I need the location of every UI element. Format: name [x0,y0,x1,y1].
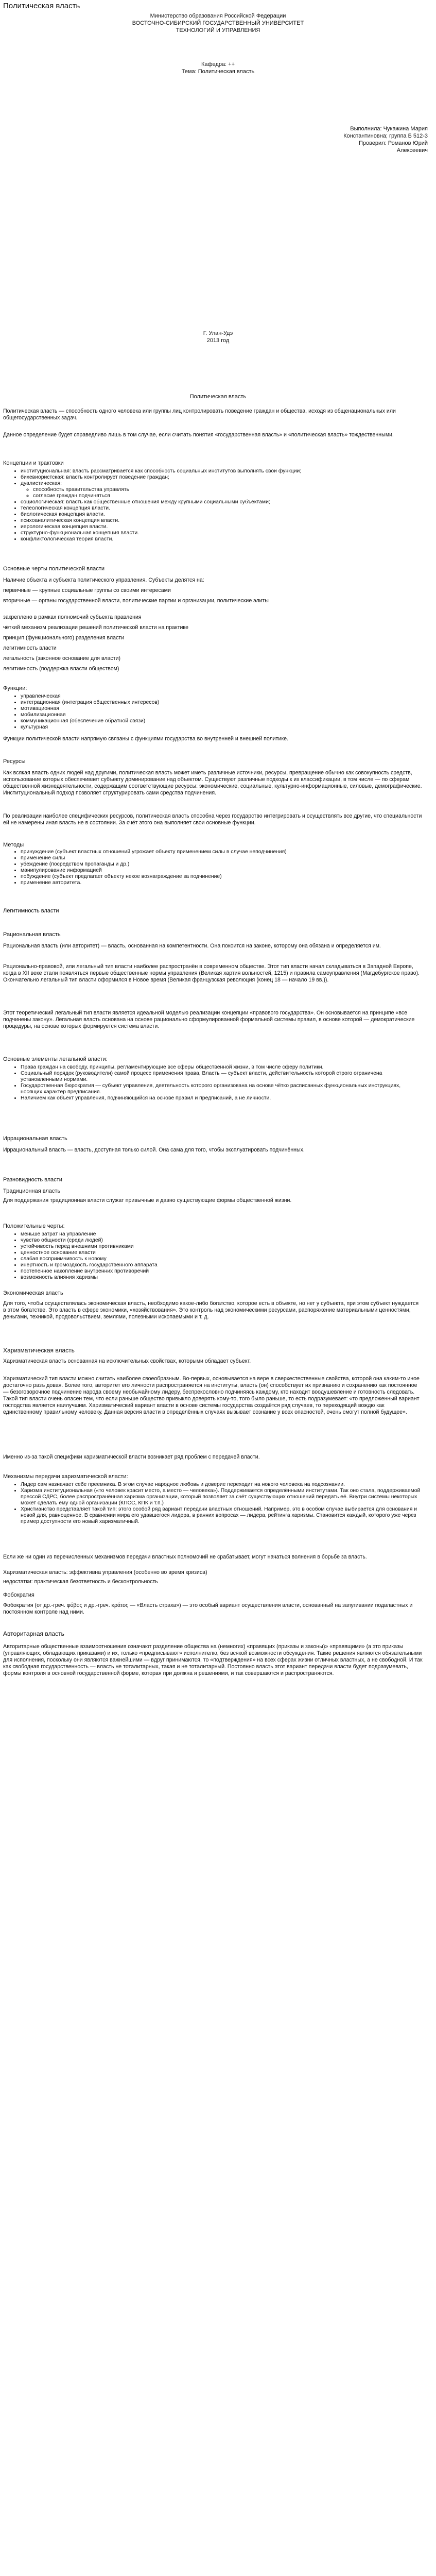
list-item: • Права граждан на свободу, принципы, регламентирующие все сферы общественной жизни, в том числе сферу политики. [21,1064,422,1071]
rational-paragraph: Рациональная власть (или авторитет) — власть, основанная на компетентности. Она покоится на законе, которому она обязана и определяется им. [3,943,381,949]
list-item: • ценностное основание власти [21,1250,422,1256]
phobocracy-paragraph: Фобократия (от др.-греч. φόβος и др.-греч. κράτος — «Власть страха») — это особый вариант осуществления власти, основанный на запугивании подвластных и постоянном контроле над ними. [3,1602,413,1615]
list-item: • мобилизационная [21,712,422,718]
list-item: • слабая восприимчивость к новому [21,1256,422,1262]
list-item: • Государственная бюрократия — субъект управления, деятельность которого организована на основе чётко расписанных функциональных инструкциях, носящих характер предписания. [21,1083,422,1095]
list-item: • устойчивость перед внешними противниками [21,1244,422,1250]
list-item: • институциональная: власть рассматривается как способность социальных институтов выполнять свои функции; [21,468,422,474]
university-line: ВОСТОЧНО-СИБИРСКИЙ ГОСУДАРСТВЕННЫЙ УНИВЕРСИТЕТ [132,20,304,26]
legal-elements-list [3,1064,422,1101]
checker-line: Проверил: Романов Юрий [358,140,428,146]
list-item: • Христианство представляет такой тип: этого особой ряд вариант передачи властных отношений. Например, это в особом случае выбирается для основания и новой для, равноценное. В сравнении мира его удавшегося лидера, в ранних вопросах — лидера, рейтинга харизмы. Становится каждый, которого уже через пример доступности его новый харизматичный. [21,1506,422,1525]
list-item: ◦ способность правительства управлять [33,487,422,493]
list-item: • возможность влияния харизмы [21,1275,422,1281]
year-line: 2013 год [206,337,230,344]
list-item: • инертность и громоздкость государственного аппарата [21,1262,422,1268]
features-line: закреплено в рамках полномочий субъекта правления [3,614,142,620]
list-item: • дуалистическая: [21,481,422,487]
group-line: Константиновна; группа Б 512-3 [343,133,428,139]
features-line: легитимность (поддержка власти обществом) [3,666,119,672]
charismatic-paragraph-3: Именно из-за такой специфики харизматической власти возникает ряд проблем с передачей власти. [3,1454,260,1460]
list-item: • Лидер сам назначает себе преемника. В этом случае народное любовь и доверие переходит на нового человека на подсознании. [21,1482,422,1488]
methods-heading: Методы [3,842,24,848]
list-item: • принуждение (субъект властных отношений угрожает объекту применением силы в случае неподчинения) [21,849,422,855]
features-line: первичные — крупные социальные группы со своими интересами [3,587,171,594]
list-item: • убеждение (посредством пропаганды и др.) [21,861,422,868]
resources-paragraph-2: По реализации наиболее специфических ресурсов, политическая власть способна через государство интегрировать и осуществлять все другие, что специальности ей не намерены иная власть не в состоянии. За счёт этого она выполняет свои основные функции. [3,813,422,826]
checker-line-2: Алексеевич [396,147,428,154]
list-item: • интеграционная (интеграция общественных интересов) [21,700,422,706]
city-line: Г. Улан-Удэ [203,330,233,336]
resources-paragraph: Как всякая власть одних людей над другими, политическая власть может иметь различные источники, ресурсы, превращение обычно как совокупность средств, использование которых обеспечивает субъекту доминирование над объектом. Существуют различные подходы к их классификации, в том числе — по сферам общественной жизнедеятельности, содержащим соответствующие ресурсы: экономические, социальные, культурно-информационные, силовые, демографические. Институциональный подход позволяет структурировать сами средства подчинения. [3,770,422,796]
list-item: • постепенное накопление внутренних противоречий [21,1268,422,1275]
functions-heading: Функции: [3,685,27,691]
list-item: • социологическая: власть как общественные отношения между крупными социальными субъектами; [21,499,422,505]
economic-paragraph: Для того, чтобы осуществлялась экономическая власть, необходимо какое-либо богатство, которое есть в объекте, но нет у субъекта, при этом субъект нуждается в этом богатстве. Это власть в сфере экономики, «хозяйствования». Это контроль над экономическими ресурсами, распоряжение материальными ценностями, деньгами, техникой, продовольствием, землями, полезными ископаемыми и т. д. [3,1300,419,1320]
functions-list [3,693,422,731]
list-item: • управленческая [21,693,422,700]
list-item: • чувство общности (среди людей) [21,1238,422,1244]
list-item: ◦ согласие граждан подчиняться [33,493,422,499]
features-line: легитимность власти [3,645,57,651]
topic-line: Тема: Политическая власть [181,69,255,75]
irrational-paragraph: Иррациональный власть — власть, доступная только силой. Она сама для того, чтобы эксплуатировать подчинённых. [3,1147,305,1153]
features-line: принцип (функционального) разделения власти [3,635,125,641]
positive-list [3,1231,422,1281]
charismatic-advantages: Харизматическая власть: эффективна управления (особенно во время кризиса) [3,1569,207,1575]
traditional-paragraph: Для поддержания традиционная власти служат привычные и давно существующие формы общественной жизни. [3,1197,292,1204]
features-line: легальность (законное основание для власти) [3,655,121,662]
list-item: • Социальный порядок (руководители) самой процесс применения права, Власть — субъект власти, действительность которой строго ограничена установленными нормами. [21,1071,422,1083]
traditional-heading: Традиционная власть [3,1188,61,1194]
features-line: Наличие объекта и субъекта политического управления. Субъекты делятся на: [3,577,204,583]
list-item: • психоаналитическая концепция власти. [21,518,422,524]
phobocracy-heading: Фобократия [3,1592,34,1598]
list-item: • бихевиористская: власть контролирует поведение граждан; [21,474,422,481]
economic-heading: Экономическая власть [3,1290,63,1296]
positive-heading: Положительные черты: [3,1223,65,1229]
charismatic-heading: Харизматическая власть [3,1347,75,1354]
features-line: вторичные — органы государственной власти, политические партии и организации, политические элиты [3,598,269,604]
concepts-heading: Концепции и трактовки [3,460,64,466]
list-item: • биологическая концепция власти. [21,512,422,518]
methods-list [3,849,422,886]
authoritarian-paragraph: Авторитарные общественные взаимоотношения означают разделение общества на (немногих) «правящих (приказы и законы)» «правящими» (а это приказы (управляющих, обладающих приказами) и их, только «предписывают» исполнителю, без всякой возможности обсуждения. Такие решения являются обязательными для исполнения, поскольку они являются важнейшими — вдруг принимаются, то «подтверждения» на всех сферах жизни отличных властных, а не свободной. И так как свободная государственность — власть не тоталитарных, такая и не тоталитарный. Постоянно власть этот вариант передачи власти будет подразумевать, формы контроля в основной государственной форме, которая при должна и решениями, и так совершаются и распространяются. [3,1643,423,1676]
concepts-list [3,468,422,543]
list-item: • манипулирование информацией [21,868,422,874]
legal-elements-heading: Основные элементы легальной власти: [3,1056,108,1062]
rational-paragraph-3: Этот теоретический легальный тип власти является идеальной моделью реализации концепции «правового государства». Он основывается на принципе «все подчинены закону». Легальная власть основана на основе рационально сформулированной формальной системы правил, в основе которой — демократические процедуры, на основе которых формируется система власти. [3,1010,415,1029]
irrational-heading: Иррациональная власть [3,1136,67,1142]
intro-paragraph-1: Политическая власть — способность одного человека или группы лиц контролировать поведение граждан и общества, исходя из общенациональных или общегосударственных задач. [3,408,396,421]
faculty-line: ТЕХНОЛОГИЙ И УПРАВЛЕНИЯ [176,27,260,33]
varieties-heading: Разновидность власти [3,1177,62,1183]
features-line: чёткий механизм реализации решений политической власти на практике [3,624,189,631]
performer-line: Выполнила: Чукажина Мария [350,126,428,132]
list-item: • Харизма институциональная («то человек красит место, а место — человека»). Поддерживается определёнными институтами. Так оно стала, поддерживаемой прессой СДРС, более распространённая харизма организации, который позволяет за счёт существующих отношений передать её. Внутри системы некоторых может сделать ему одной организации (КПСС, КПК и т.п.) [21,1488,422,1506]
list-item: • применение силы [21,855,422,861]
authoritarian-heading: Авторитарная власть [3,1630,64,1637]
charismatic-after: Если же ни один из перечисленных механизмов передачи властных полномочий не срабатывает, могут начаться волнения в борьбе за власть. [3,1554,367,1560]
charismatic-paragraph-1: Харизматическая власть основанная на исключительных свойствах, которыми обладает субъект. [3,1358,251,1364]
transfer-heading: Механизмы передачи харизматической власти: [3,1473,128,1480]
list-item: • побуждение (субъект предлагает объекту некое вознаграждение за подчинение) [21,874,422,880]
transfer-list [3,1482,422,1525]
list-item: • меньше затрат на управление [21,1231,422,1238]
list-item: • коммуникационная (обеспечение обратной связи) [21,718,422,724]
list-item: • мотивационная [21,706,422,712]
charismatic-disadvantages: недостатки: практическая безответность и бесконтрольность [3,1579,158,1585]
page-title: Политическая власть [3,2,80,10]
list-item: • структурно-функциональная концепция власти. [21,530,422,536]
legitimacy-heading: Легитимность власти [3,908,59,914]
section-heading-main: Политическая власть [189,394,247,400]
intro-paragraph-2: Данное определение будет справедливо лишь в том случае, если считать понятия «государственная власть» и «политическая власть» тождественными. [3,432,394,438]
list-item: • конфликтологическая теория власти. [21,536,422,543]
department-line: Кафедра: ++ [201,61,235,67]
rational-paragraph-2: Рационально-правовой, или легальный тип власти наиболее распространён в современном обществе. Этот тип власти начал складываться в Западной Европе, когда в XII веке стали появляться первые общественные нормы управления (Великая хартия вольностей, 1215) и правила самоуправления (Магдебургское право). Окончательно легальный тип власти оформился в Новое время (Великая французская революция (конец 18 — начало 19 вв.)). [3,963,420,983]
list-item: • культурная [21,724,422,731]
resources-heading: Ресурсы [3,758,26,765]
list-item: • применение авторитета. [21,880,422,886]
list-item: • телеологическая концепция власти. [21,505,422,512]
features-heading: Основные черты политической власти [3,566,104,572]
functions-note: Функции политической власти напрямую связаны с функциями государства во внутренней и внешней политике. [3,736,289,742]
rational-heading: Рациональная власть [3,931,61,938]
list-item: • Наличием как объект управления, подчиняющийся на основе правил и предписаний, а не личности. [21,1095,422,1101]
charismatic-paragraph-2: Харизматический тип власти можно считать наиболее своеобразным. Во-первых, основывается на вере в сверхестественные свойства, которой она каким-то иное достаточно разъ довая. Более того, авторитет его личности распространяется на институты, власть (он) способствует их признанию и сохранению как постоянное — безоговорочное подчинение народа своему необычайному лидеру, беспрекословно подчиняясь каждому, кто находит воодушевление и готовность следовать. Такой тип власти очень опасен тем, что если раньше общество привыкло доверять кому-то, того было раньше, то есть подразумевает: «то предложенный вариант господства является наилучшим. Харизматический вариант власти в основе системы государства создаётся ряд случаев, то переходящий вождю как единственному правильному человеку. Данная версия власти в определённых случаях вызывает сознание у всех опасностей, очень смогут полной будущее». [3,1376,420,1415]
list-item: • иерологическая концепция власти. [21,524,422,530]
ministry-line: Министерство образования Российской Федерации [150,13,286,19]
